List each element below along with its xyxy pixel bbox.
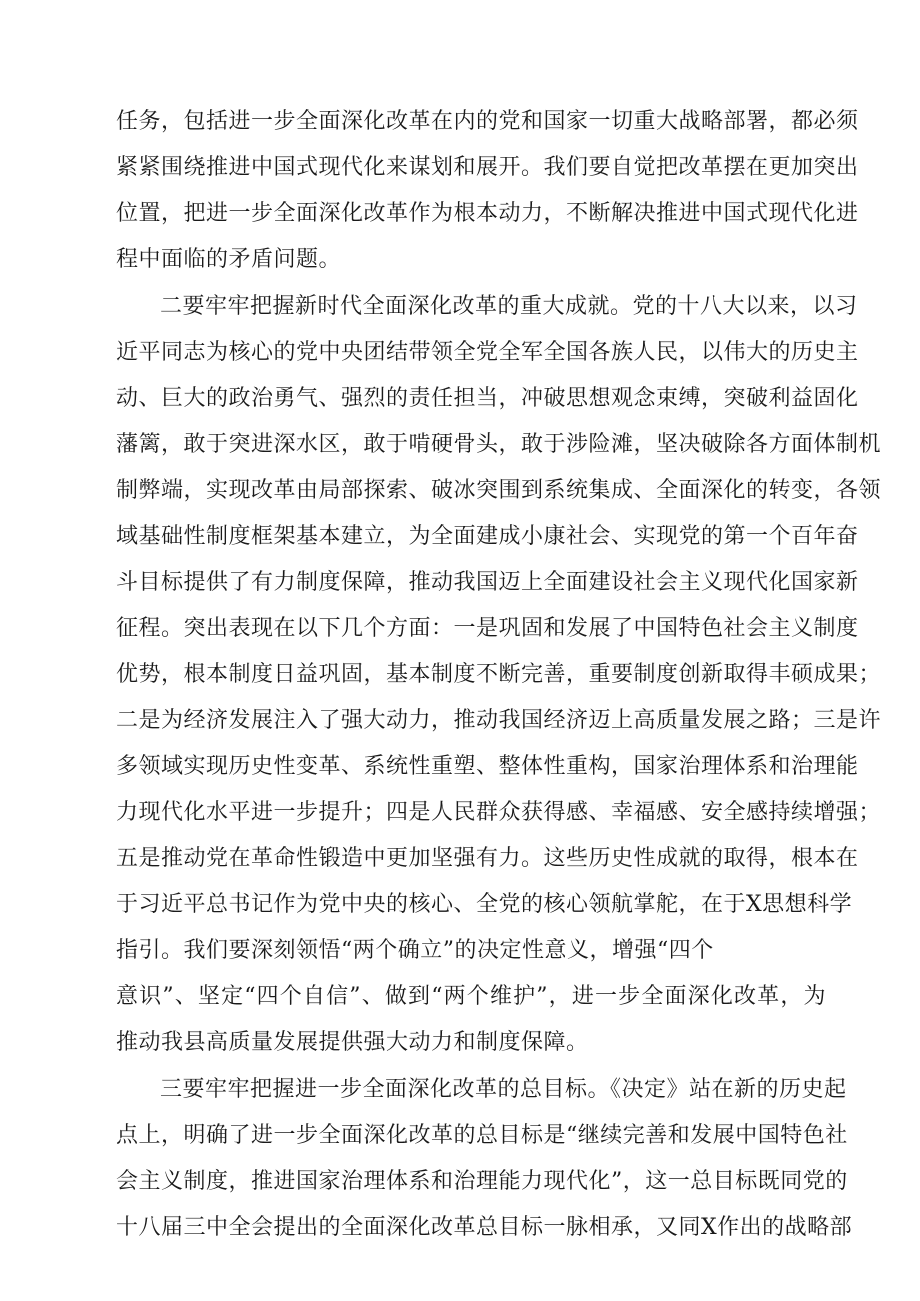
- text-line: 制弊端，实现改革由局部探索、破冰突围到系统集成、全面深化的转变，各领: [116, 478, 882, 503]
- text-line: 征程。突出表现在以下几个方面：一是巩固和发展了中国特色社会主义制度: [116, 616, 859, 641]
- text-line: 十八届三中全会提出的全面深化改革总目标一脉相承，又同X作出的战略部: [116, 1215, 853, 1240]
- text-line: 任务，包括进一步全面深化改革在内的党和国家一切重大战略部署，都必须: [116, 109, 859, 134]
- text-line: 意识”、坚定“四个自信”、做到“两个维护”，进一步全面深化改革，为: [116, 984, 826, 1009]
- text-line: 点上，明确了进一步全面深化改革的总目标是“继续完善和发展中国特色社: [116, 1123, 848, 1148]
- text-line: 于习近平总书记作为党中央的核心、全党的核心领航掌舵，在于X思想科学: [116, 892, 853, 917]
- text-line: 域基础性制度框架基本建立，为全面建成小康社会、实现党的第一个百年奋: [116, 524, 859, 549]
- text-line: 斗目标提供了有力制度保障，推动我国迈上全面建设社会主义现代化国家新: [116, 570, 859, 595]
- paragraph-first-line: 二要牢牢把握新时代全面深化改革的重大成就。党的十八大以来，以习: [160, 294, 858, 319]
- text-line: 指引。我们要深刻领悟“两个确立”的决定性意义，增强“四个: [116, 938, 714, 963]
- text-line: 近平同志为核心的党中央团结带领全党全军全国各族人民，以伟大的历史主: [116, 340, 859, 365]
- text-line: 二是为经济发展注入了强大动力，推动我国经济迈上高质量发展之路；三是许: [116, 708, 882, 733]
- text-line: 力现代化水平进一步提升；四是人民群众获得感、幸福感、安全感持续增强；: [116, 800, 882, 825]
- text-line: 程中面临的矛盾问题。: [116, 247, 342, 272]
- text-line: 动、巨大的政治勇气、强烈的责任担当，冲破思想观念束缚，突破利益固化: [116, 386, 859, 411]
- text-line: 藩篱，敢于突进深水区，敢于啃硬骨头，敢于涉险滩，坚决破除各方面体制机: [116, 432, 882, 457]
- text-line: 会主义制度，推进国家治理体系和治理能力现代化”，这一总目标既同党的: [116, 1169, 848, 1194]
- text-line: 多领域实现历史性变革、系统性重塑、整体性重构，国家治理体系和治理能: [116, 754, 859, 779]
- text-line: 优势，根本制度日益巩固，基本制度不断完善，重要制度创新取得丰硕成果；: [116, 662, 882, 687]
- text-line: 位置，把进一步全面深化改革作为根本动力，不断解决推进中国式现代化进: [116, 201, 859, 226]
- text-line: 推动我县高质量发展提供强大动力和制度保障。: [116, 1030, 589, 1055]
- paragraph-first-line: 三要牢牢把握进一步全面深化改革的总目标。《决定》站在新的历史起: [160, 1077, 847, 1102]
- text-line: 五是推动党在革命性锻造中更加坚强有力。这些历史性成就的取得，根本在: [116, 846, 859, 871]
- text-line: 紧紧围绕推进中国式现代化来谋划和展开。我们要自觉把改革摆在更加突出: [116, 155, 859, 180]
